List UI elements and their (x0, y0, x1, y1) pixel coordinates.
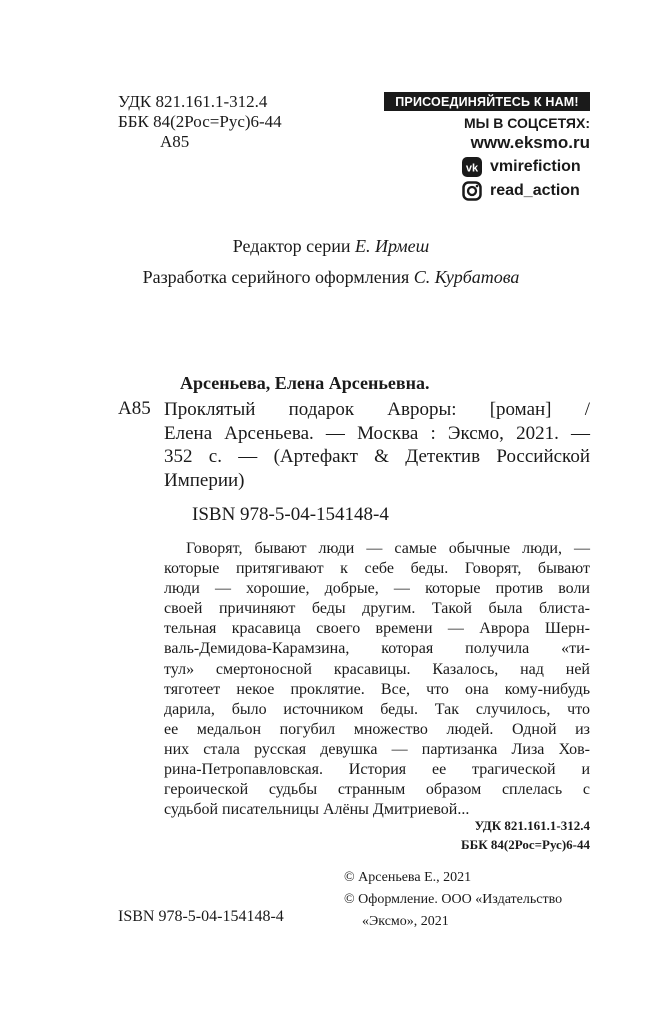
footer-bbk: ББК 84(2Рос=Рус)6-44 (461, 837, 590, 852)
vk-row[interactable] (384, 157, 590, 177)
description-line: Проклятый подарок Авроры: [роман] / (164, 399, 590, 420)
isbn-main: ISBN 978-5-04-154148-4 (192, 504, 389, 525)
author-heading: Арсеньева, Елена Арсеньевна. (180, 373, 430, 393)
annotation-line: ее медальон погубил множество людей. Одной из (164, 720, 590, 738)
socials-label: МЫ В СОЦСЕТЯХ: (463, 115, 590, 131)
series-design-name: С. Курбатова (413, 267, 520, 287)
svg-text:vk: vk (465, 162, 479, 175)
footer-classification (380, 816, 590, 854)
description-line: Империи) (164, 469, 245, 491)
annotation-line: рина-Петропавловская. История ее трагической и (164, 761, 590, 779)
record-author-mark: А85 (118, 398, 151, 419)
vk-handle: vmirefiction (490, 158, 581, 175)
copyright-author: © Арсеньева Е., 2021 (344, 870, 472, 885)
annotation (164, 539, 590, 820)
annotation-line: героической судьбы странным образом сплелась с (164, 781, 590, 799)
annotation-line: тул» смертоносной красавицы. Казалось, над ней (164, 660, 590, 678)
annotation-line: тяготеет некое проклятие. Все, что она кому-нибудь (164, 680, 590, 698)
copyright-design-cont: «Эксмо», 2021 (362, 914, 449, 929)
annotation-line: дарила, было источником беды. Так случилось, что (164, 700, 590, 718)
annotation-line: люди — хорошие, добрые, — которые против воли (164, 580, 590, 598)
isbn-footer: ISBN 978-5-04-154148-4 (118, 908, 284, 925)
annotation-line: Говорят, бывают люди — самые обычные люди, — (186, 540, 590, 557)
annotation-line: тельная красавица своего времени — Аврора Шерн- (164, 620, 590, 638)
instagram-handle: read_action (490, 182, 580, 199)
series-design-line (0, 267, 662, 288)
copyright-design: © Оформление. ООО «Издательство (344, 892, 563, 907)
series-editor-line (0, 236, 662, 257)
footer-udk: УДК 821.161.1-312.4 (474, 818, 590, 833)
description-line: 352 с. — (Артефакт & Детектив Российской (164, 446, 590, 467)
series-editor-name: Е. Ирмеш (355, 236, 430, 256)
udk-code: УДК 821.161.1-312.4 (118, 92, 268, 111)
website-link[interactable]: www.eksmo.ru (470, 133, 590, 152)
annotation-line: них стала русская девушка — партизанка Лиза Хов- (164, 740, 590, 758)
bibliographic-description (164, 398, 590, 492)
copyright-block (344, 867, 562, 933)
instagram-row[interactable] (384, 181, 590, 201)
annotation-line: валь-Демидова-Карамзина, которая получила «ти- (164, 640, 590, 658)
annotation-line: своей причиняют беды другим. Такой была блиста- (164, 600, 590, 618)
classification-block (118, 92, 282, 152)
vk-icon (462, 157, 482, 177)
instagram-icon (462, 181, 482, 201)
author-mark: А85 (160, 132, 190, 151)
social-block (384, 92, 590, 201)
annotation-line: судьбой писательницы Алёны Дмитриевой... (164, 801, 470, 819)
description-line: Елена Арсеньева. — Москва : Эксмо, 2021. — (164, 422, 590, 444)
series-design-prefix: Разработка серийного оформления (142, 267, 414, 287)
series-editor-prefix: Редактор серии (232, 236, 356, 256)
bbk-code: ББК 84(2Рос=Рус)6-44 (118, 112, 282, 131)
annotation-line: которые притягивают к себе беды. Говорят, бывают (164, 560, 590, 578)
join-banner: ПРИСОЕДИНЯЙТЕСЬ К НАМ! (384, 92, 590, 111)
